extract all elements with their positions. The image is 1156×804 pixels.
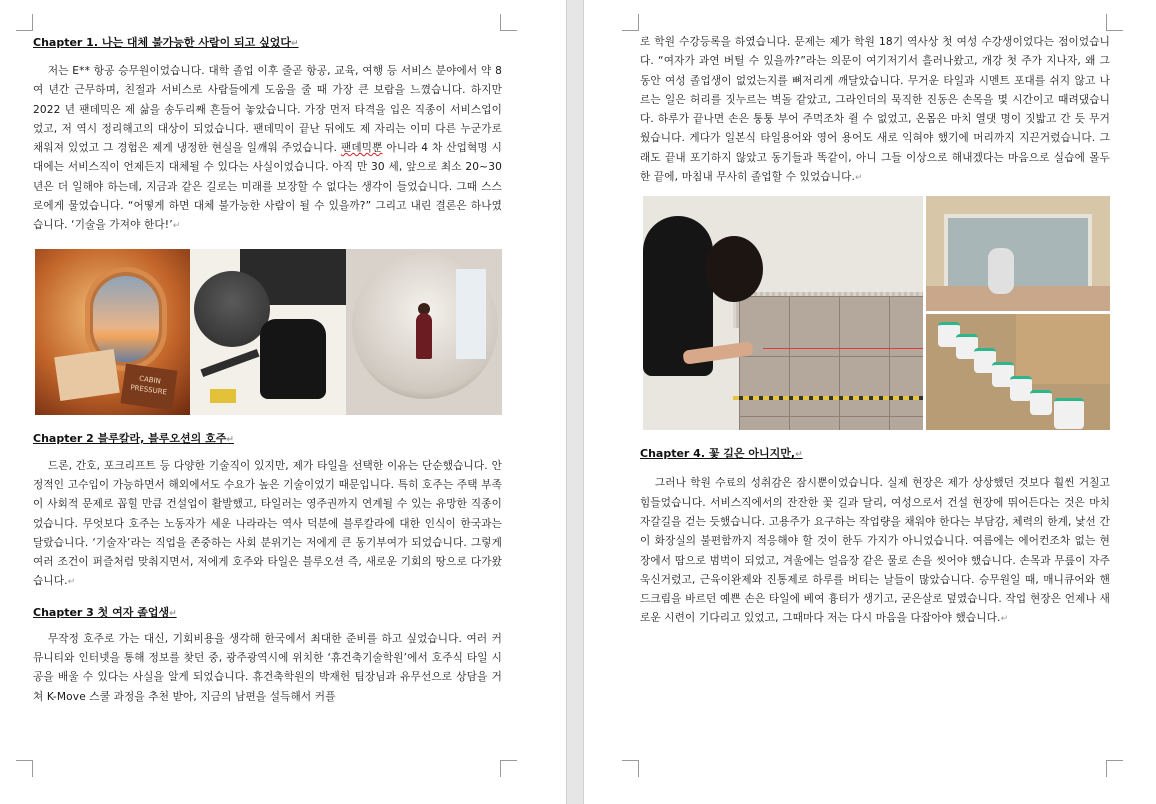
chapter-2-paragraph <box>33 457 502 593</box>
document-page-left <box>0 0 566 804</box>
chapter-1-title: Chapter 1. 나는 대체 불가능한 사람이 되고 싶었다 <box>33 36 291 49</box>
crop-mark <box>1106 14 1123 31</box>
tiled-shower-frame-photo <box>926 196 1110 311</box>
page-gutter <box>566 0 584 804</box>
chapter-3-title: Chapter 3 첫 여자 졸업생 <box>33 605 170 619</box>
uniform-cap-gloves-photo <box>190 249 346 415</box>
text-run: 저는 E** 항공 승무원이었습니다. 대학 졸업 이후 줄곧 항공, 교육, 여행 등 서비스 분야에서 약 8 여 년간 근무하며, 친절과 서비스로 사람들에게 도움을 줄 때 가장 큰 보람을 느꼈습니다. 하지만 2022 년 팬데믹은 제 삶을 송두리째 흔들어 놓았습니다. 가장 먼저 타격을 입은 직종이 서비스업이었고, 저 역시 정리해고의 대상이 되었습니다. 팬데믹이 끝난 뒤에도 제 자리는 이미 다른 누군가로 채워져 있었고 그 경험은 제게 냉정한 현실을 일깨워 주었습니다. <box>33 65 502 155</box>
paragraph-mark: ↵ <box>291 39 299 49</box>
paragraph-mark: ↵ <box>169 608 177 619</box>
spellcheck-word[interactable]: 팬데믹뿐 <box>340 142 383 155</box>
chapter-2-heading <box>33 429 502 450</box>
page-body[interactable] <box>640 33 1110 630</box>
woman-tiling-wall-photo <box>643 196 923 430</box>
paragraph-mark: ↵ <box>1000 614 1009 625</box>
document-page-right <box>584 0 1156 804</box>
flight-attendant-fisheye-photo <box>346 249 502 415</box>
chapter-2-title: Chapter 2 블루칼라, 블루오션의 호주 <box>33 431 227 445</box>
chapter-1-photo-collage[interactable] <box>35 249 502 415</box>
crop-mark <box>1106 760 1123 777</box>
paragraph-mark: ↵ <box>795 450 803 461</box>
text-run: 로 학원 수강등록을 하였습니다. 문제는 제가 학원 18기 역사상 첫 여성 수강생이었다는 점이었습니다. “여자가 과연 버틸 수 있을까?”라는 의문이 여기저기서 흘러나왔고, 개강 첫 주가 지나자, 왜 그 동안 여성 졸업생이 없었는지를 뼈저리게 깨달았습니다. 무거운 타일과 시멘트 포대를 쉬지 않고 나르는 일은 허리를 짓누르는 벽돌 같았고, 그라인더의 묵직한 진동은 손목을 몇 시간이고 때려댔습니다. 하루가 끝나면 손은 퉁퉁 부어 주먹조차 쥘 수 없었고, 온몸은 마치 열댓 명이 짓밟고 간 듯 무거웠습니다. 게다가 일본식 타일용어와 영어 용어도 새로 익혀야 했기에 머리까지 지끈거렸습니다. 그래도 끝내 포기하지 않았고 동기들과 똑같이, 아니 그들 이상으로 해내겠다는 마음으로 실습에 몰두한 끝에, 마침내 무사히 졸업할 수 있었습니다. <box>640 36 1110 184</box>
text-run: 아니라 4 차 산업혁명 시대에는 서비스직이 언제든지 대체될 수 있다는 사실이었습니다. 아직 만 30 세, 앞으로 최소 20~30 년은 더 일해야 하는데, 지금과 같은 길로는 미래를 보장할 수 없다는 생각이 들었습니다. 그때 스스로에게 물었습니다. “어떻게 하면 대체 불가능한 사람이 될 수 있을까?” 그리고 내린 결론은 하나였습니다. ‘기술을 가져야 한다!’ <box>33 142 502 232</box>
paragraph-mark: ↵ <box>855 173 863 184</box>
crop-mark <box>622 760 639 777</box>
paragraph-mark: ↵ <box>67 577 76 588</box>
chapter-4-heading <box>640 444 1110 465</box>
chapter-4-paragraph <box>640 474 1110 629</box>
crop-mark <box>500 760 517 777</box>
chapter-1-paragraph <box>33 62 502 237</box>
chapter-3-heading <box>33 603 502 624</box>
paragraph-mark: ↵ <box>226 434 234 445</box>
crop-mark <box>622 14 639 31</box>
tiling-photo-collage[interactable] <box>643 196 1110 430</box>
grout-buckets-photo <box>926 314 1110 430</box>
chapter-3-paragraph-start <box>33 630 502 707</box>
chapter-3-paragraph-continued <box>640 33 1110 188</box>
page-body[interactable] <box>33 33 502 707</box>
text-run: 드론, 간호, 포크리프트 등 다양한 기술직이 있지만, 제가 타일을 선택한 이유는 단순했습니다. 안정적인 고수입이 가능하면서 해외에서도 수요가 높은 기술이었기 때문입니다. 특히 호주는 주택 부족이 사회적 문제로 꼽힐 만큼 건설업이 활발했고, 타일러는 영주권까지 연계될 수 있는 유망한 직종이었습니다. 무엇보다 호주는 노동자가 세운 나라라는 역사 덕분에 블루칼라에 대한 인식이 한국과는 달랐습니다. ‘기술자’라는 직업을 존중하는 사회 분위기는 저에게 큰 동기부여가 되었습니다. 그렇게 여러 조건이 퍼즐처럼 맞춰지면서, 저에게 호주와 타일은 블루오션 즉, 새로운 기회의 땅으로 다가왔습니다. <box>33 459 502 588</box>
chapter-1-heading <box>33 33 502 54</box>
airplane-window-photo <box>35 249 190 415</box>
paragraph-mark: ↵ <box>172 221 181 232</box>
text-run: 무작정 호주로 가는 대신, 기회비용을 생각해 한국에서 최대한 준비를 하고 싶었습니다. 여러 커뮤니티와 인터넷을 통해 정보를 찾던 중, 광주광역시에 위치한 ‘휴건축기술학원’에서 호주식 타일 시공을 배울 수 있다는 사실을 알게 되었습니다. 휴건축학원의 박재헌 팀장님과 유무선으로 상담을 거쳐 K-Move 스쿨 과정을 추천 받아, 지금의 남편을 설득해서 커플 <box>33 632 502 703</box>
crop-mark <box>500 14 517 31</box>
crop-mark <box>16 14 33 31</box>
cabin-pressure-book: CABIN PRESSURE <box>120 363 177 410</box>
crop-mark <box>16 760 33 777</box>
chapter-4-title: Chapter 4. 꽃 길은 아니지만, <box>640 447 796 461</box>
text-run: 그러나 학원 수료의 성취감은 잠시뿐이었습니다. 실제 현장은 제가 상상했던 것보다 훨씬 거칠고 힘들었습니다. 서비스직에서의 잔잔한 꽃 길과 달리, 여성으로서 건설 현장에 뛰어든다는 것은 마치 자갈길을 걷는 듯했습니다. 고용주가 요구하는 작업량을 채워야 한다는 부담감, 체력의 한계, 낯선 간이 화장실의 불편함까지 적응해야 할 것이 한두 가지가 아니었습니다. 여름에는 에어컨조차 없는 현장에서 땀으로 범벅이 되었고, 겨울에는 얼음장 같은 물로 손을 씻어야 했습니다. 손목과 무릎이 자주 욱신거렸고, 근육이완제와 진통제로 하루를 버티는 날들이 많았습니다. 승무원일 때, 매니큐어와 핸드크림을 바르던 예쁜 손은 타일에 베여 흉터가 생기고, 굳은살로 덮였습니다. 작업 현장은 언제나 새로운 시련이 기다리고 있었고, 그때마다 저는 다시 마음을 다잡아야 했습니다. <box>640 477 1110 625</box>
